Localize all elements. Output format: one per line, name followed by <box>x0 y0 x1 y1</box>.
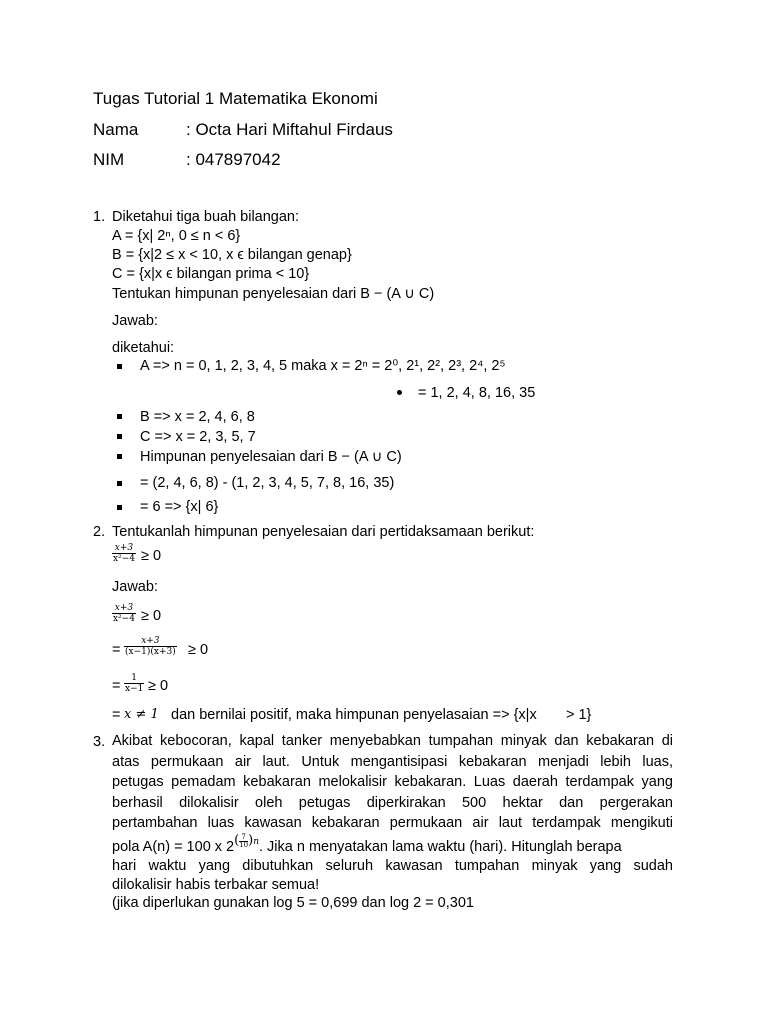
q1-bullet: = 6 => {x| 6} <box>140 499 219 515</box>
q3-line: pertambahan luas kawasan kebakaran permukaan air laut terdampak mengikuti <box>112 815 673 831</box>
q3-line: petugas pemadam kebakaran melokalisir kebakaran. Luas daerah terdampak yang <box>112 774 673 790</box>
q3-number: 3. <box>93 734 106 750</box>
q3-pola-prefix: pola A(n) = 100 x 2 <box>112 839 235 855</box>
q3-pola-line <box>112 833 622 858</box>
q3-line: atas permukaan air laut. Untuk mengantisipasi kebakaran menjadi lebih luas, <box>112 754 673 770</box>
document-title: Tugas Tutorial 1 Matematika Ekonomi <box>93 89 378 108</box>
q2-relation: ≥ 0 <box>141 548 162 564</box>
q3-line: berhasil dilokalisir oleh petugas diperkirakan 500 hektar dan pergerakan <box>112 795 673 811</box>
q2-step3-fraction <box>124 673 144 694</box>
bullet-square <box>117 481 122 486</box>
fraction-numerator: x+3 <box>141 636 160 646</box>
q2-intro: Tentukanlah himpunan penyelesaian dari pertidaksamaan berikut: <box>112 524 535 540</box>
exponent-denominator: 10 <box>239 841 249 849</box>
fraction-denominator: x²−4 <box>113 614 135 624</box>
name-label: Nama <box>93 120 139 139</box>
bullet-square <box>117 454 122 459</box>
bullet-dot <box>397 390 402 395</box>
q1-number: 1. <box>93 209 106 225</box>
fraction-denominator: x−1 <box>125 684 144 694</box>
q2-step3-prefix: = <box>112 678 121 694</box>
fraction-denominator: (x−1)(x+3) <box>125 647 176 657</box>
q3-pola-suffix: . Jika n menyatakan lama waktu (hari). Hitunglah berapa <box>259 839 622 855</box>
q2-step2-relation: ≥ 0 <box>188 642 209 658</box>
q1-bullet-a-result: = 1, 2, 4, 8, 16, 35 <box>418 385 536 401</box>
bullet-square <box>117 505 122 510</box>
q2-step4-end: > 1} <box>566 707 592 723</box>
bullet-square <box>117 364 122 369</box>
q2-step2-fraction <box>124 636 177 657</box>
q3-note: (jika diperlukan gunakan log 5 = 0,699 dan log 2 = 0,301 <box>112 895 474 911</box>
q1-bullet: = (2, 4, 6, 8) - (1, 2, 3, 4, 5, 7, 8, 16, 35) <box>140 475 395 491</box>
q2-jawab: Jawab: <box>112 579 158 595</box>
q2-step3-relation: ≥ 0 <box>148 678 169 694</box>
q2-fraction <box>112 543 136 564</box>
q1-bullet: B => x = 2, 4, 6, 8 <box>140 409 255 425</box>
q2-step4-text: dan bernilai positif, maka himpunan penyelasaian => {x|x <box>171 707 537 723</box>
q1-line: Diketahui tiga buah bilangan: <box>112 209 300 225</box>
fraction-numerator: x+3 <box>114 603 134 613</box>
name-value: : Octa Hari Miftahul Firdaus <box>186 120 393 139</box>
q1-line: Tentukan himpunan penyelesaian dari B − (A ∪ C) <box>112 286 435 302</box>
fraction-numerator: x+3 <box>114 543 134 553</box>
nim-label: NIM <box>93 150 125 169</box>
q3-exponent: ( 7 10 )n <box>234 833 259 849</box>
q1-jawab: Jawab: <box>112 313 158 329</box>
fraction-numerator: 1 <box>131 673 138 683</box>
nim-value: : 047897042 <box>186 150 281 169</box>
q2-step2-prefix: = <box>112 642 121 658</box>
bullet-square <box>117 414 122 419</box>
q3-line: Akibat kebocoran, kapal tanker menyebabkan tumpahan minyak dan kebakaran di <box>112 733 673 749</box>
q1-line: C = {x|x ϵ bilangan prima < 10} <box>112 266 310 282</box>
fraction-denominator: x²−4 <box>113 554 135 564</box>
bullet-square <box>117 434 122 439</box>
q1-line: A = {x| 2ⁿ, 0 ≤ n < 6} <box>112 228 241 244</box>
q1-bullet: C => x = 2, 3, 5, 7 <box>140 429 256 445</box>
q1-bullet-a: A => n = 0, 1, 2, 3, 4, 5 maka x = 2ⁿ = 2⁰, 2¹, 2², 2³, 2⁴, 2⁵ <box>140 358 506 374</box>
q2-step4-prefix: = <box>112 707 121 723</box>
q1-line: B = {x|2 ≤ x < 10, x ϵ bilangan genap} <box>112 247 352 263</box>
q2-step1-relation: ≥ 0 <box>141 608 162 624</box>
q3-line: hari waktu yang dibutuhkan seluruh kawasan tumpahan minyak yang sudah <box>112 858 673 874</box>
q3-line: dilokalisir habis terbakar semua! <box>112 877 320 893</box>
q1-bullet: Himpunan penyelesaian dari B − (A ∪ C) <box>140 449 402 465</box>
exponent-variable: n <box>253 837 259 847</box>
q2-number: 2. <box>93 524 106 540</box>
exponent-fraction <box>239 834 248 849</box>
q1-diketahui: diketahui: <box>112 340 175 356</box>
q2-step4-math: x ≠ 1 <box>124 707 159 722</box>
exponent-numerator: 7 <box>241 833 246 841</box>
q2-step1-fraction <box>112 603 136 624</box>
